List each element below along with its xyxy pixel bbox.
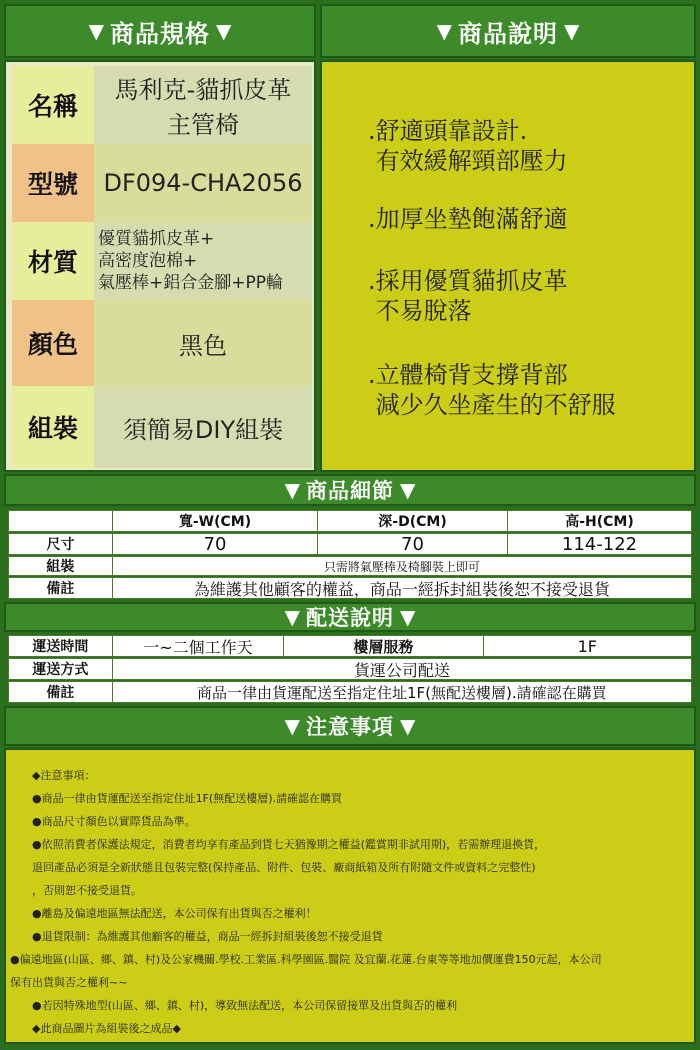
ship-method-label: 運送方式 <box>9 659 113 679</box>
spec-value-name: 馬利克-貓抓皮革 主管椅 <box>94 66 312 144</box>
notice-line: 保有出貨與否之權利~~ <box>10 976 128 989</box>
notice-line: ●離島及偏遠地區無法配送，本公司保有出貨與否之權利！ <box>32 907 317 920</box>
shipping-header: ▼ 配送說明 ▼ <box>4 602 696 632</box>
size-depth: 70 <box>318 534 508 554</box>
size-width: 70 <box>113 534 318 554</box>
remark-text: 為維護其他顧客的權益，商品一經拆封組裝後恕不接受退貨 <box>193 579 610 599</box>
remark-label: 備註 <box>9 578 113 598</box>
assembly-row <box>8 556 692 576</box>
ship-remark-label: 備註 <box>9 682 113 702</box>
spec-label-color: 顏色 <box>12 300 94 386</box>
spec-table <box>4 60 316 472</box>
assembly-label: 組裝 <box>9 557 113 575</box>
triangle-down-icon: ▼ <box>400 605 416 629</box>
triangle-down-icon: ▼ <box>88 19 104 43</box>
notice-header: ▼ 注意事項 ▼ <box>4 706 696 746</box>
notice-line: ，否則恕不接受退貨。 <box>32 884 142 897</box>
details-header-row <box>8 510 692 532</box>
ship-time-value: 一~二個工作天 <box>113 636 285 656</box>
triangle-down-icon: ▼ <box>284 714 300 738</box>
description-item: .立體椅背支撐背部 減少久坐產生的不舒服 <box>368 361 616 419</box>
size-height: 114-122 <box>561 533 638 555</box>
spec-label-name: 名稱 <box>12 66 94 144</box>
spec-label-material: 材質 <box>12 222 94 300</box>
spec-value-assembly: 須簡易DIY組裝 <box>94 386 312 468</box>
notice-line: ●商品一律由貨運配送至指定住址1F(無配送樓層).請確認在購買 <box>32 792 343 805</box>
notice-line: ●若因特殊地型(山區、鄉、鎮、村)，導致無法配送，本公司保留接單及出貨與否的權利 <box>32 999 458 1012</box>
notice-line: ●商品尺寸顏色以實際貨品為準。 <box>32 815 196 828</box>
notice-line: ●退貨限制：為維護其他顧客的權益，商品一經拆封組裝後恕不接受退貨 <box>32 930 383 943</box>
notice-line: ●依照消費者保護法規定，消費者均享有產品到貨七天猶豫期之權益(鑑賞期非試用期)，若需辦理退換貨， <box>32 838 546 851</box>
description-panel <box>320 60 696 472</box>
triangle-down-icon: ▼ <box>284 478 300 502</box>
remark-row <box>8 577 692 599</box>
notice-line: ●偏遠地區(山區、鄉、鎮、村)及公家機關.學校.工業區.科學園區.醫院 及宜蘭.花蓮.台東等等地加價運費150元起，本公司 <box>10 953 602 966</box>
column-depth: 深-D(CM) <box>318 511 508 531</box>
triangle-down-icon: ▼ <box>564 19 580 43</box>
ship-method-value: 貨運公司配送 <box>353 660 450 680</box>
triangle-down-icon: ▼ <box>284 605 300 629</box>
notice-line: ◆注意事項： <box>32 769 96 782</box>
ship-remark-text: 商品一律由貨運配送至指定住址1F(無配送樓層).請確認在購買 <box>197 683 607 702</box>
notice-list <box>10 764 688 1040</box>
column-width: 寬-W(CM) <box>113 511 318 531</box>
notice-line: 退回產品必須是全新狀態且包裝完整(保持產品、附件、包裝、廠商紙箱及所有附隨文件或資料之完整性) <box>32 861 536 874</box>
spec-value-material: 優質貓抓皮革+ 高密度泡棉+ 氣壓棒+鋁合金腳+PP輪 <box>94 222 312 300</box>
size-label: 尺寸 <box>9 534 113 554</box>
notice-line: ◆此商品圖片為組裝後之成品◆ <box>32 1022 181 1035</box>
assembly-text: 只需將氣壓棒及椅腳裝上即可 <box>323 559 480 574</box>
triangle-down-icon: ▼ <box>436 19 452 43</box>
column-height: 高-H(CM) <box>565 514 634 530</box>
ship-time-label: 運送時間 <box>9 636 113 656</box>
triangle-down-icon: ▼ <box>400 478 416 502</box>
ship-remark-row <box>8 681 692 703</box>
description-item: .舒適頭靠設計. 有效緩解頸部壓力 <box>368 117 568 175</box>
notice-panel <box>4 748 696 1044</box>
ship-time-row <box>8 635 692 657</box>
triangle-down-icon: ▼ <box>216 19 232 43</box>
spec-label-assembly: 組裝 <box>12 386 94 468</box>
floor-service-value: 1F <box>577 636 598 656</box>
spec-value-color: 黑色 <box>94 300 312 386</box>
details-header: ▼ 商品細節 ▼ <box>4 474 696 506</box>
triangle-down-icon: ▼ <box>400 714 416 738</box>
size-row <box>8 533 692 555</box>
ship-method-row <box>8 658 692 680</box>
description-item: .加厚坐墊飽滿舒適 <box>368 205 568 233</box>
description-header: ▼ 商品說明 ▼ <box>320 4 696 58</box>
floor-service-label: 樓層服務 <box>284 636 483 656</box>
spec-label-model: 型號 <box>12 144 94 222</box>
spec-header: ▼ 商品規格 ▼ <box>4 4 316 58</box>
description-item: .採用優質貓抓皮革 不易脫落 <box>368 267 568 325</box>
spec-value-model: DF094-CHA2056 <box>94 144 312 222</box>
